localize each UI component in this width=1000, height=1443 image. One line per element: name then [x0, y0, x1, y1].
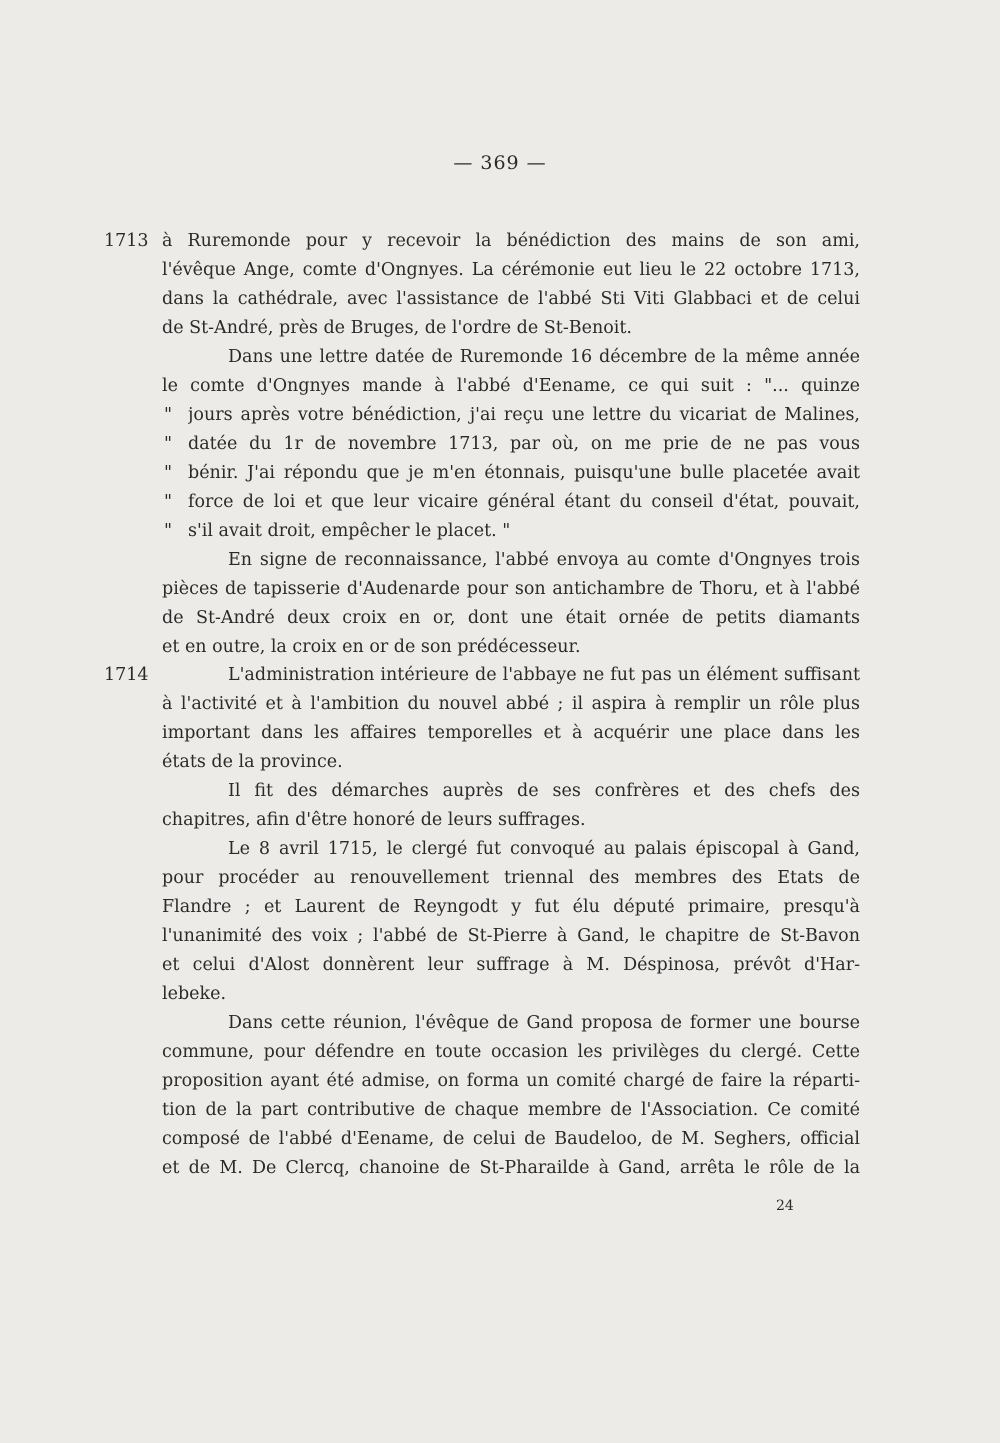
quote-mark: " [164, 405, 173, 425]
text-line: s'il avait droit, empêcher le placet. " [188, 521, 511, 541]
text-line: dans la cathédrale, avec l'assistance de l'abbé Sti Viti Glabbaci et de celui [162, 289, 860, 309]
text-line: de St-André, près de Bruges, de l'ordre de St-Benoit. [162, 318, 632, 338]
text-line: bénir. J'ai répondu que je m'en étonnais, puisqu'une bulle placetée avait [188, 463, 860, 483]
text-line: à Ruremonde pour y recevoir la bénédiction des mains de son ami, [162, 231, 860, 251]
margin-year-1713: 1713 [104, 231, 149, 251]
quote-mark: " [164, 521, 173, 541]
text-line: lebeke. [162, 984, 227, 1004]
page-number: — 369 — [453, 152, 547, 174]
text-line: datée du 1r de novembre 1713, par où, on me prie de ne pas vous [188, 434, 860, 454]
text-line: Dans cette réunion, l'évêque de Gand proposa de former une bourse [228, 1013, 860, 1033]
text-line: et en outre, la croix en or de son prédécesseur. [162, 637, 581, 657]
text-line: proposition ayant été admise, on forma un comité chargé de faire la réparti- [162, 1071, 860, 1091]
quote-mark: " [164, 463, 173, 483]
quote-mark: " [164, 434, 173, 454]
text-line: force de loi et que leur vicaire général étant du conseil d'état, pouvait, [188, 492, 860, 512]
text-line: jours après votre bénédiction, j'ai reçu une lettre du vicariat de Malines, [188, 405, 860, 425]
margin-year-1714: 1714 [104, 665, 149, 685]
text-line: Flandre ; et Laurent de Reyngodt y fut élu député primaire, presqu'à [162, 897, 860, 917]
signature-mark: 24 [776, 1198, 794, 1214]
text-line: états de la province. [162, 752, 343, 772]
quote-mark: " [164, 492, 173, 512]
text-line: L'administration intérieure de l'abbaye ne fut pas un élément suffisant [228, 665, 860, 685]
text-line: Il fit des démarches auprès de ses confrères et des chefs des [228, 781, 860, 801]
text-line: chapitres, afin d'être honoré de leurs suffrages. [162, 810, 586, 830]
text-line: et de M. De Clercq, chanoine de St-Pharailde à Gand, arrêta le rôle de la [162, 1158, 860, 1178]
text-line: Le 8 avril 1715, le clergé fut convoqué au palais épiscopal à Gand, [228, 839, 860, 859]
text-line: le comte d'Ongnyes mande à l'abbé d'Eename, ce qui suit : "... quinze [162, 376, 860, 396]
text-line: tion de la part contributive de chaque membre de l'Association. Ce comité [162, 1100, 860, 1120]
text-line: En signe de reconnaissance, l'abbé envoya au comte d'Ongnyes trois [228, 550, 860, 570]
text-line: et celui d'Alost donnèrent leur suffrage à M. Déspinosa, prévôt d'Har- [162, 955, 860, 975]
text-line: à l'activité et à l'ambition du nouvel abbé ; il aspira à remplir un rôle plus [162, 694, 860, 714]
text-line: pour procéder au renouvellement triennal des membres des Etats de [162, 868, 860, 888]
text-line: l'unanimité des voix ; l'abbé de St-Pierre à Gand, le chapitre de St-Bavon [162, 926, 860, 946]
text-line: de St-André deux croix en or, dont une était ornée de petits diamants [162, 608, 860, 628]
text-line: Dans une lettre datée de Ruremonde 16 décembre de la même année [228, 347, 860, 367]
text-line: composé de l'abbé d'Eename, de celui de Baudeloo, de M. Seghers, official [162, 1129, 860, 1149]
text-line: commune, pour défendre en toute occasion les privilèges du clergé. Cette [162, 1042, 860, 1062]
text-line: pièces de tapisserie d'Audenarde pour son antichambre de Thoru, et à l'abbé [162, 579, 860, 599]
text-line: l'évêque Ange, comte d'Ongnyes. La cérémonie eut lieu le 22 octobre 1713, [162, 260, 860, 280]
text-line: important dans les affaires temporelles et à acquérir une place dans les [162, 723, 860, 743]
